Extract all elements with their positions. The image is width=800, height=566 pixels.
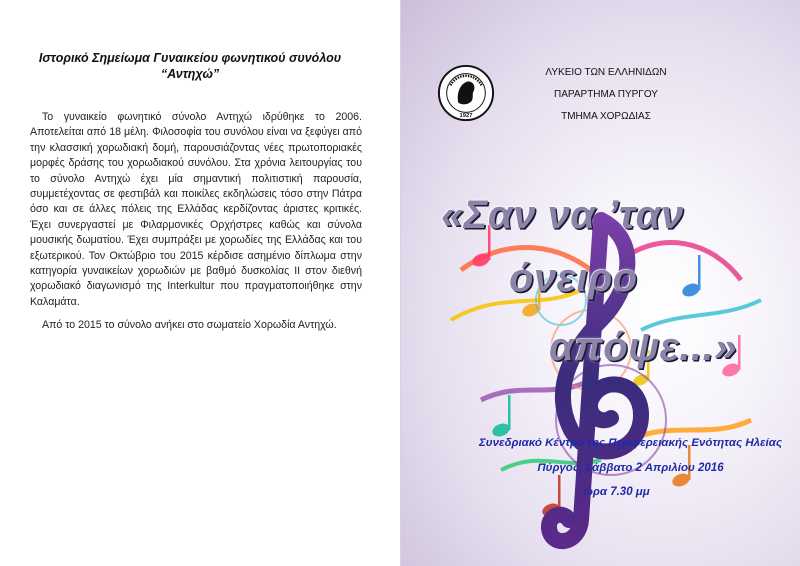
- right-page-cover: [401, 0, 800, 566]
- music-notes-artwork: [441, 200, 771, 560]
- history-paragraph-2: Από το 2015 το σύνολο ανήκει στο σωματείο Χορωδία Αντηχώ.: [42, 319, 337, 332]
- venue-line-1: Συνεδριακό Κέντρο της Περιφερειακής Ενότητας Ηλείας: [479, 437, 782, 449]
- history-title: [20, 50, 360, 82]
- history-title-line2: “Αντηχώ”: [160, 67, 220, 81]
- seal-year: 1927: [459, 113, 473, 120]
- headline-line-2: όνειρο: [509, 256, 638, 300]
- org-line-2: ΠΑΡΑΡΤΗΜΑ ΠΥΡΓΟΥ: [554, 89, 658, 100]
- headline-line-3: απόψε...»: [549, 325, 737, 369]
- org-line-1: ΛΥΚΕΙΟ ΤΩΝ ΕΛΛΗΝΙΔΩΝ: [545, 67, 667, 78]
- history-body: [30, 110, 362, 334]
- venue-time: ώρα 7.30 μμ: [583, 486, 650, 498]
- org-line-3: ΤΜΗΜΑ ΧΟΡΩΔΙΑΣ: [561, 111, 651, 122]
- history-paragraph-1: Το γυναικείο φωνητικό σύνολο Αντηχώ ιδρύθηκε το 2006. Αποτελείται από 18 μέλη. Φιλοσοφία του συνόλου είναι να ξεφύγει από την κλασσική χορωδιακή δομή, παρουσιάζοντας νέες πρωτοποριακές μορφές δράσης του χορωδιακού συνόλου. Στα χρόνια λειτουργίας του το σύνολο Αντηχώ έχει μία σημαντική πολιτιστική παρουσία, συμμετέχοντας σε φεστιβάλ και ποικίλες εκδηλώσεις τόσο στην Πάτρα όσο και σε άλλες πόλεις της Ελλάδας κερδίζοντας άριστες κριτικές. Έχει συνεργαστεί με Φιλαρμονικές Ορχήστρες καθώς και σύνολα μουσικής δωματίου. Έχει συμπράξει με χορωδίες της Ελλάδας και του εξωτερικού. Τον Οκτώβριο του 2015 κέρδισε ασημένιο δίπλωμα στην κατηγορία γυναικείων χορωδιών με βαθμό δυσκολίας ΙΙ στον διεθνή χορωδιακό διαγωνισμό της Interkultur που πραγματοποιήθηκε στην Καλαμάτα.: [30, 111, 362, 308]
- organization-block: [511, 62, 701, 128]
- headline-line-1: «Σαν να ’ταν: [441, 193, 684, 237]
- lyceum-seal-logo: [437, 64, 495, 122]
- venue-date: Πύργος, Σάββατο 2 Απριλίου 2016: [537, 462, 724, 474]
- history-title-line1: Ιστορικό Σημείωμα Γυναικείου φωνητικού συνόλου: [38, 51, 342, 65]
